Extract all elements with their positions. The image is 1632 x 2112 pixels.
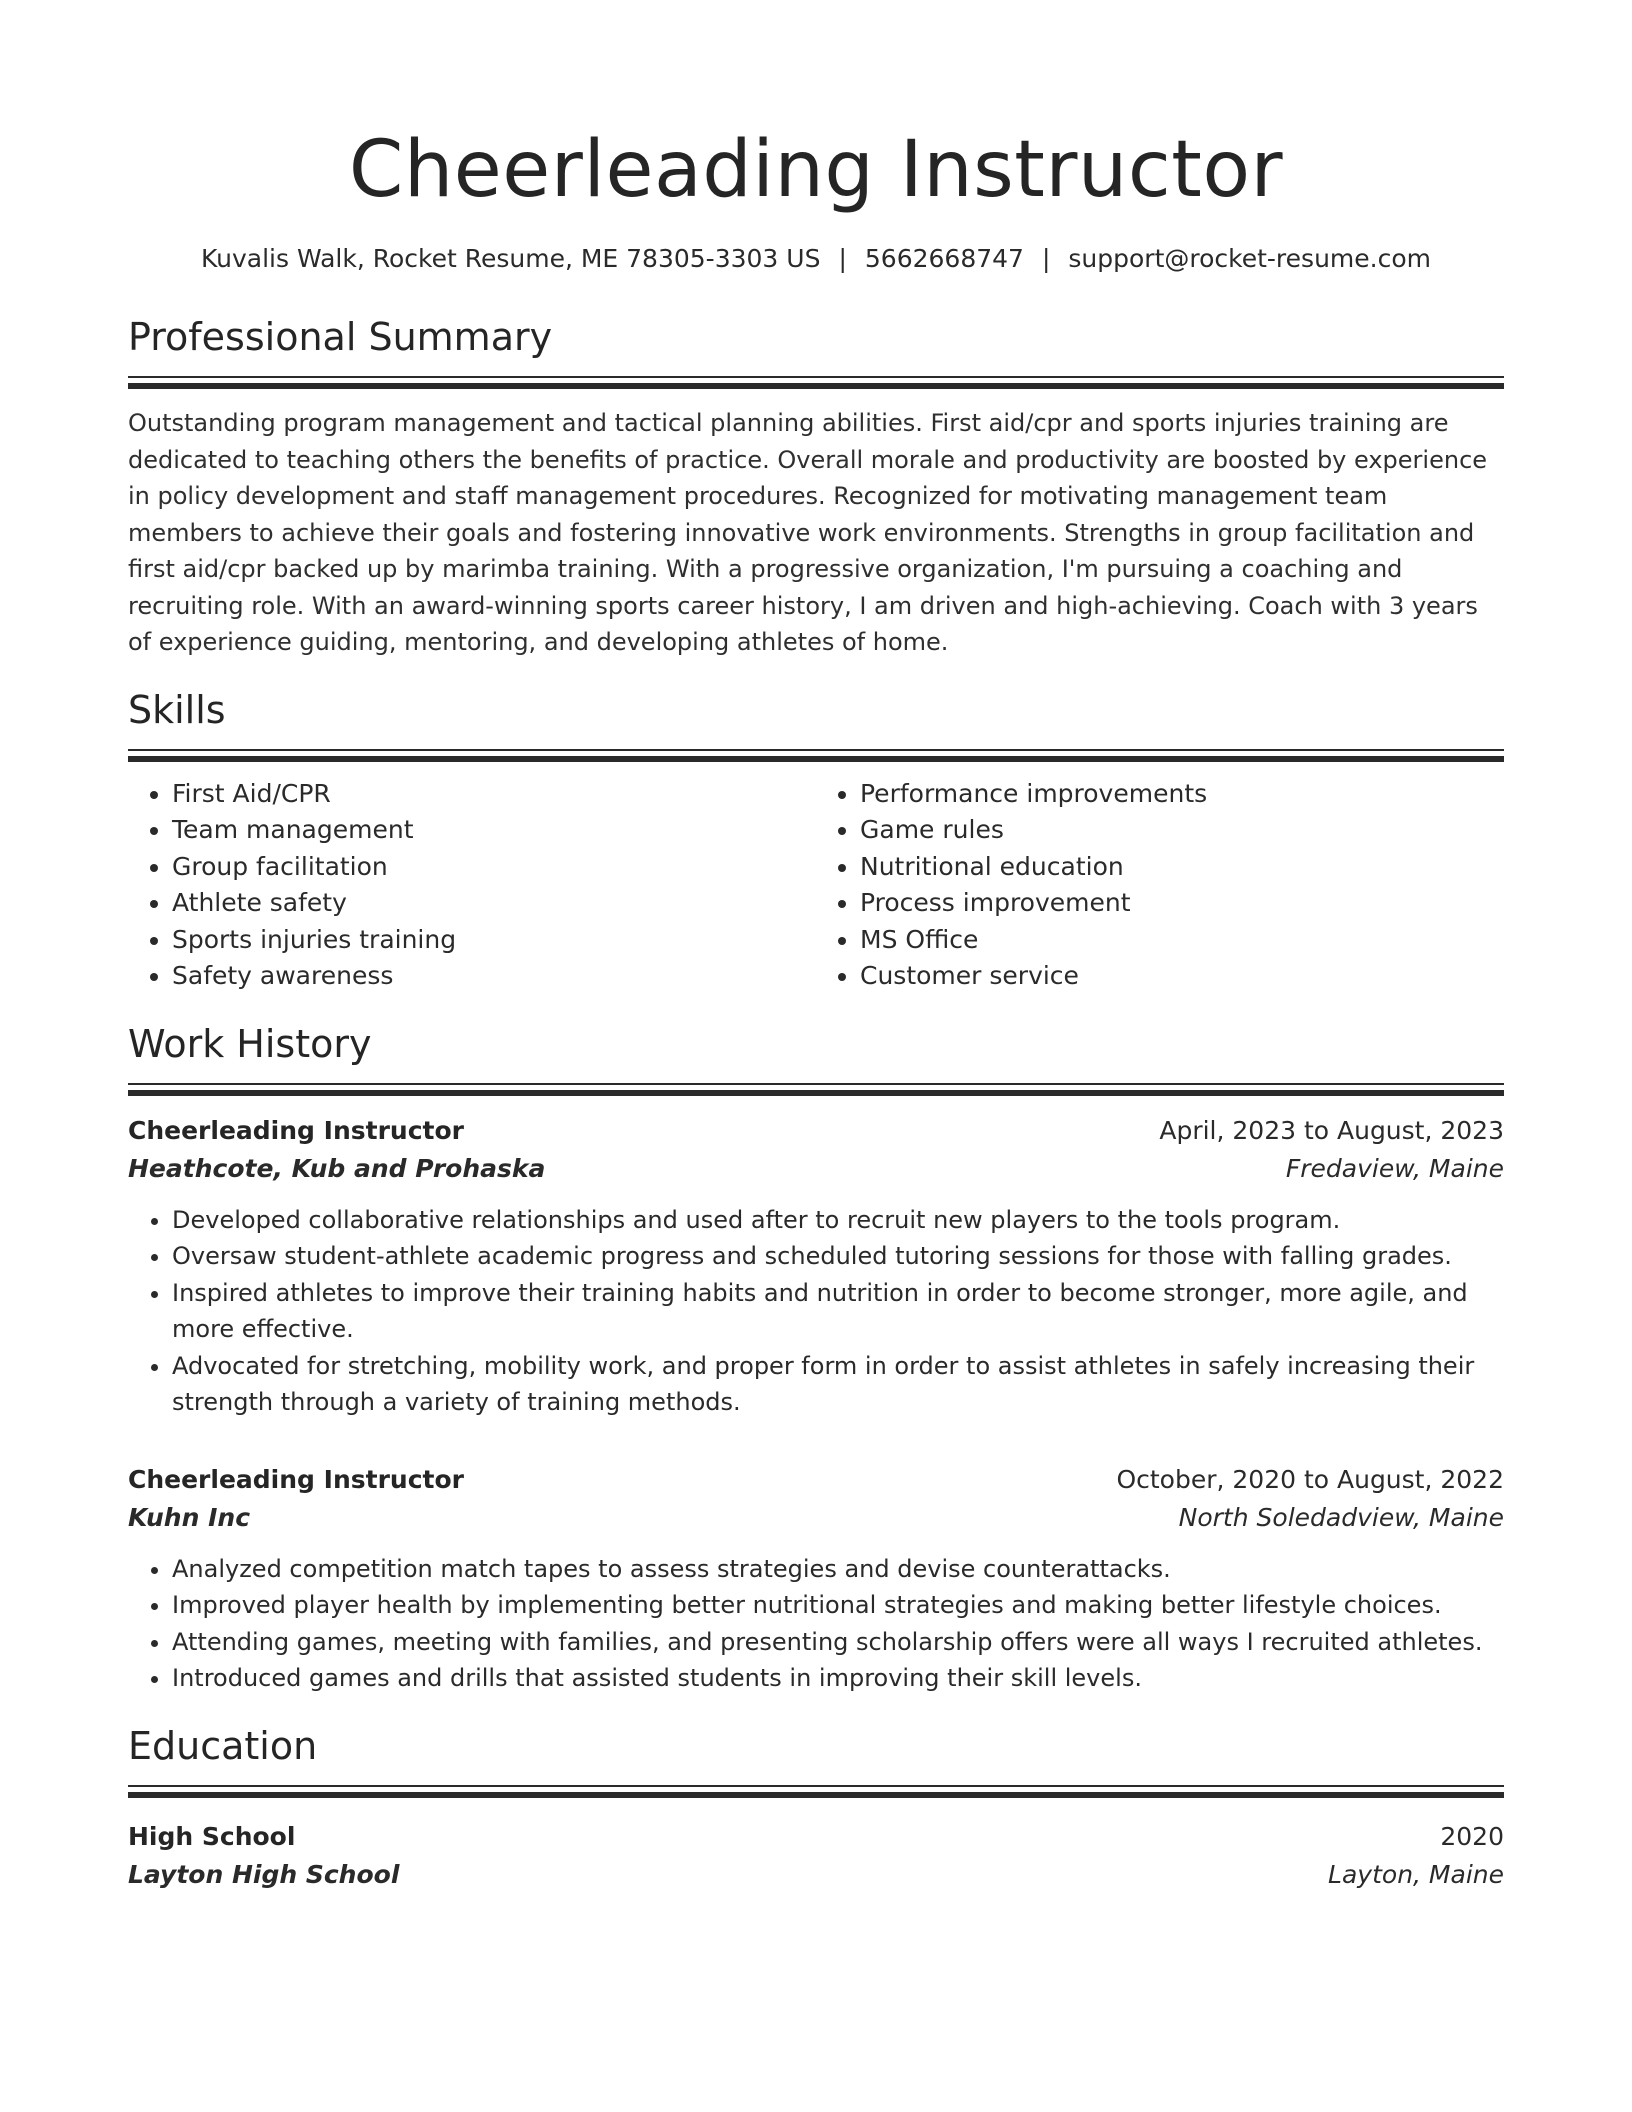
contact-line [128, 242, 1504, 276]
section-divider-thick [128, 1090, 1504, 1096]
job-location: Fredaview, Maine [1285, 1153, 1504, 1183]
job-entry [128, 1112, 1504, 1421]
section-divider-thick [128, 1792, 1504, 1798]
job-bullet: • Inspired athletes to improve their training habits and nutrition in order to become stronger, more agile, and more effective. [172, 1275, 1504, 1348]
resume-name: Cheerleading Instructor [348, 125, 1284, 215]
job-company: Heathcote, Kub and Prohaska [128, 1153, 546, 1183]
summary-section [128, 312, 1504, 661]
job-dates: April, 2023 to August, 2023 [1159, 1115, 1504, 1145]
job-bullet: • Improved player health by implementing better nutritional strategies and making better lifestyle choices. [172, 1587, 1504, 1624]
job-bullets [128, 1202, 1504, 1421]
section-title-skills: Skills [128, 687, 226, 732]
job-title: Cheerleading Instructor [128, 1464, 464, 1494]
contact-separator: | [1041, 244, 1051, 273]
job-header [128, 1112, 1504, 1150]
contact-phone: 5662668747 [864, 244, 1024, 273]
education-header [128, 1818, 1504, 1856]
section-title-summary: Professional Summary [128, 315, 553, 359]
education-subheader [128, 1856, 1504, 1894]
job-bullet: • Attending games, meeting with families, and presenting scholarship offers were all ways I recruited athletes. [172, 1624, 1504, 1661]
skill-item: • Game rules [860, 812, 1504, 849]
section-title-education: Education [128, 1723, 318, 1768]
skill-item: • Sports injuries training [172, 922, 816, 959]
skills-list-left [128, 776, 816, 995]
job-subheader [128, 1150, 1504, 1188]
education-year: 2020 [1440, 1821, 1504, 1851]
contact-address: Kuvalis Walk, Rocket Resume, ME 78305-3303 US [200, 244, 821, 273]
section-divider [128, 1785, 1504, 1787]
skills-columns [128, 776, 1504, 995]
job-company: Kuhn Inc [128, 1502, 251, 1532]
skill-item: • Customer service [860, 958, 1504, 995]
skill-item: • Nutritional education [860, 849, 1504, 886]
skill-item: • Team management [172, 812, 816, 849]
skill-item: • First Aid/CPR [172, 776, 816, 813]
job-bullets [128, 1551, 1504, 1697]
contact-separator: | [838, 244, 847, 273]
job-dates: October, 2020 to August, 2022 [1116, 1464, 1504, 1494]
job-bullet: • Oversaw student-athlete academic progress and scheduled tutoring sessions for those with falling grades. [172, 1238, 1504, 1275]
education-section [128, 1721, 1504, 1894]
skills-section [128, 685, 1504, 995]
education-entry [128, 1818, 1504, 1894]
skill-item: • Performance improvements [860, 776, 1504, 813]
job-title: Cheerleading Instructor [128, 1115, 464, 1145]
job-bullet: • Developed collaborative relationships and used after to recruit new players to the tools program. [172, 1202, 1504, 1239]
section-divider [128, 376, 1504, 378]
resume-page [128, 0, 1504, 1894]
section-divider [128, 749, 1504, 751]
section-divider-thick [128, 756, 1504, 762]
education-location: Layton, Maine [1328, 1859, 1504, 1889]
section-divider-thick [128, 383, 1504, 389]
skill-item: • Process improvement [860, 885, 1504, 922]
work-history-section [128, 1019, 1504, 1697]
job-bullet: • Analyzed competition match tapes to assess strategies and devise counterattacks. [172, 1551, 1504, 1588]
job-bullet: • Advocated for stretching, mobility work, and proper form in order to assist athletes in safely increasing their strength through a variety of training methods. [172, 1348, 1504, 1421]
job-bullet: • Introduced games and drills that assisted students in improving their skill levels. [172, 1660, 1504, 1697]
section-title-work-history: Work History [128, 1021, 372, 1066]
skills-list-right [816, 776, 1504, 995]
summary-text: Outstanding program management and tactical planning abilities. First aid/cpr and sports injuries training are dedicated to teaching others the benefits of practice. Overall morale and productivity are boosted by experience in policy development and staff management procedures. Recognized for motivating management team members to achieve their goals and fostering innovative work environments. Strengths in group facilitation and first aid/cpr backed up by marimba training. With a progressive organization, I'm pursuing a coaching and recruiting role. With an award-winning sports career history, I am driven and high-achieving. Coach with 3 years of experience guiding, mentoring, and developing athletes of home. [128, 409, 1488, 656]
section-divider [128, 1083, 1504, 1085]
job-location: North Soledadview, Maine [1178, 1502, 1504, 1532]
skill-item: • Athlete safety [172, 885, 816, 922]
skill-item: • Safety awareness [172, 958, 816, 995]
contact-email: support@rocket-resume.com [1068, 244, 1431, 273]
education-degree: High School [128, 1821, 296, 1851]
job-entry [128, 1461, 1504, 1697]
education-school: Layton High School [128, 1859, 400, 1889]
skill-item: • Group facilitation [172, 849, 816, 886]
skill-item: • MS Office [860, 922, 1504, 959]
job-header [128, 1461, 1504, 1499]
job-subheader [128, 1499, 1504, 1537]
